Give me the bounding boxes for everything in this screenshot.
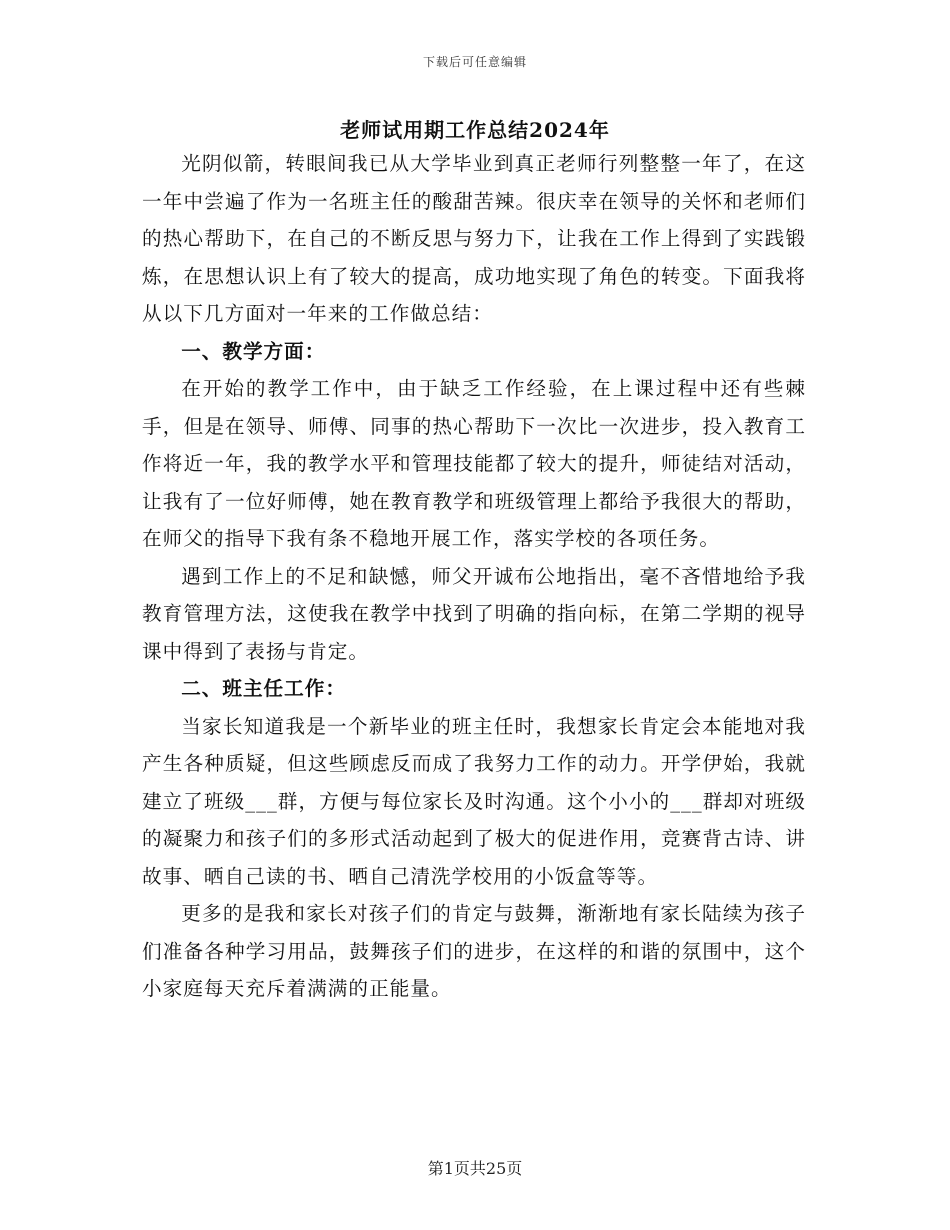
page-footer: 第1页共25页	[427, 1159, 523, 1178]
heading-teaching: 一、教学方面：	[181, 339, 326, 363]
paragraph-class-2: 更多的是我和家长对孩子们的肯定与鼓舞，渐渐地有家长陆续为孩子们准备各种学习用品，鼓舞孩子们的进步，在这样的和谐的氛围中，这个小家庭每天充斥着满满的正能量。	[142, 902, 806, 1000]
paragraph-intro: 光阴似箭，转眼间我已从大学毕业到真正老师行列整整一年了，在这一年中尝遍了作为一名班主任的酸甜苦辣。很庆幸在领导的关怀和老师们的热心帮助下，在自己的不断反思与努力下，让我在工作上得到了实践锻炼，在思想认识上有了较大的提高，成功地实现了角色的转变。下面我将从以下几方面对一年来的工作做总结：	[142, 152, 806, 325]
document-body	[142, 145, 806, 1008]
paragraph-teaching-2: 遇到工作上的不足和缺憾，师父开诚布公地指出，毫不吝惜地给予我教育管理方法，这使我在教学中找到了明确的指向标，在第二学期的视导课中得到了表扬与肯定。	[142, 564, 806, 663]
heading-class-teacher: 二、班主任工作：	[181, 677, 346, 700]
paragraph-class-1: 当家长知道我是一个新毕业的班主任时，我想家长肯定会本能地对我产生各种质疑，但这些顾虑反而成了我努力工作的动力。开学伊始，我就建立了班级___群，方便与每位家长及时沟通。这个小小的___群却对班级的凝聚力和孩子们的多形式活动起到了极大的促进作用，竞赛背古诗、讲故事、晒自己读的书、晒自己清洗学校用的小饭盒等等。	[142, 714, 806, 888]
header-note: 下载后可任意编辑	[422, 55, 527, 69]
document-title: 老师试用期工作总结2024年	[340, 118, 610, 142]
paragraph-teaching-1: 在开始的教学工作中，由于缺乏工作经验，在上课过程中还有些棘手，但是在领导、师傅、同事的热心帮助下一次比一次进步，投入教育工作将近一年，我的教学水平和管理技能都了较大的提升，师徒结对活动，让我有了一位好师傅，她在教育教学和班级管理上都给予我很大的帮助，在师父的指导下我有条不稳地开展工作，落实学校的各项任务。	[142, 377, 806, 550]
